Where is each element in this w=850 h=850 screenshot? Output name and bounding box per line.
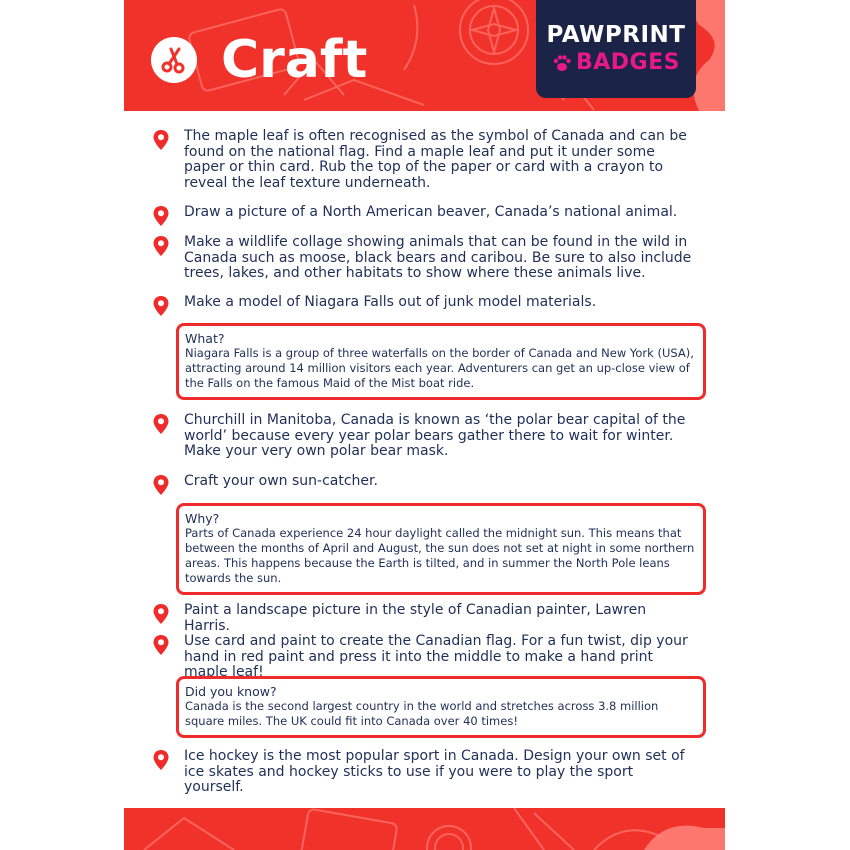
pawprint-badges-logo [536, 0, 696, 98]
item-text: Craft your own sun-catcher. [184, 473, 378, 489]
location-pin-icon [152, 634, 170, 656]
info-box-why [176, 503, 706, 595]
list-item [152, 474, 692, 490]
info-box-body: Canada is the second largest country in the world and stretches across 3.8 million square miles. The UK could fit into Canada over 40 times! [185, 699, 659, 728]
location-pin-icon [152, 474, 170, 496]
location-pin-icon [152, 205, 170, 227]
list-item [152, 235, 692, 282]
location-pin-icon [152, 235, 170, 257]
item-text: Make a model of Niagara Falls out of junk model materials. [184, 294, 597, 310]
item-text: Make a wildlife collage showing animals that can be found in the wild in Canada such as moose, black bears and caribou. Be sure to also include trees, lakes, and other habitats to show where these animals live. [184, 234, 692, 281]
info-box-body: Niagara Falls is a group of three waterfalls on the border of Canada and New York (USA), attracting around 14 million visitors each year. Adventurers can get an up-close view of the Falls on the famous Maid of the Mist boat ride. [185, 346, 694, 390]
logo-text-bottom-group [552, 50, 680, 76]
logo-text-bottom: BADGES [576, 50, 680, 75]
item-text: Ice hockey is the most popular sport in Canada. Design your own set of ice skates and hockey sticks to use if you were to play the sport yourself. [184, 748, 685, 795]
item-text: Paint a landscape picture in the style of Canadian painter, Lawren Harris. [184, 602, 647, 634]
footer-pattern [124, 808, 725, 850]
activity-sheet [124, 0, 725, 850]
paw-icon [552, 53, 572, 73]
item-text: Churchill in Manitoba, Canada is known as ‘the polar bear capital of the world’ because every year polar bears gather there to wait for winter. Make your very own polar bear mask. [184, 412, 686, 459]
list-item [152, 603, 692, 634]
title-group [151, 30, 367, 90]
list-item [152, 634, 692, 681]
item-text: Use card and paint to create the Canadian flag. For a fun twist, dip your hand in red paint and press it into the middle to make a hand print maple leaf! [184, 633, 688, 680]
info-box-heading: What? [185, 331, 225, 346]
list-item [152, 205, 692, 221]
page-title: Craft [221, 30, 368, 90]
item-text: The maple leaf is often recognised as the symbol of Canada and can be found on the national flag. Find a maple leaf and put it under some paper or thin card. Rub the top of the paper or card with a crayon to reveal the leaf texture underneath. [184, 128, 687, 191]
scissors-icon [151, 37, 197, 83]
info-box-body: Parts of Canada experience 24 hour daylight called the midnight sun. This means that between the months of April and August, the sun does not set at night in some northern areas. This happens because the Earth is tilted, and in summer the North Pole leans towards the sun. [185, 526, 695, 585]
logo-text-top: PAWPRINT [546, 22, 686, 48]
info-box-heading: Why? [185, 511, 220, 526]
list-item [152, 749, 692, 796]
info-box-heading: Did you know? [185, 684, 277, 699]
info-box-did-you-know [176, 676, 706, 738]
list-item [152, 413, 692, 460]
location-pin-icon [152, 603, 170, 625]
footer-banner [124, 808, 725, 850]
location-pin-icon [152, 129, 170, 151]
location-pin-icon [152, 413, 170, 435]
location-pin-icon [152, 749, 170, 771]
list-item [152, 129, 692, 191]
header-banner [124, 0, 725, 111]
location-pin-icon [152, 295, 170, 317]
info-box-what [176, 323, 706, 400]
item-text: Draw a picture of a North American beaver, Canada’s national animal. [184, 204, 678, 220]
list-item [152, 295, 692, 311]
